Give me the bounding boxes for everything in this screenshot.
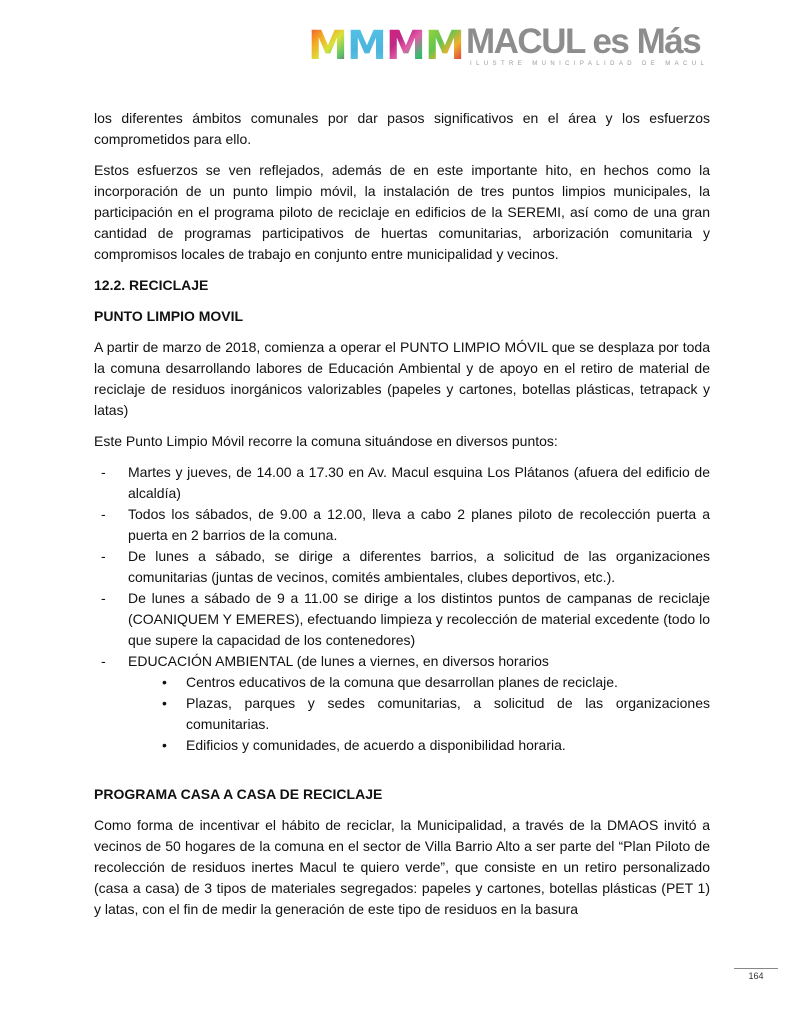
list-item [150,693,710,735]
bullet-icon: • [162,737,167,753]
sub-heading: PROGRAMA CASA A CASA DE RECICLAJE [94,786,383,802]
section-heading: 12.2. RECICLAJE [94,277,209,293]
document-body [94,108,710,930]
dash-marker: - [101,464,106,480]
municipality-logo [308,22,708,70]
list-item-text: Todos los sábados, de 9.00 a 12.00, lleva a cabo 2 planes piloto de recolección puerta a puerta en 2 barrios de la comuna. [128,506,710,543]
list-item-text: EDUCACIÓN AMBIENTAL (de lunes a viernes, en diversos horarios [128,653,549,669]
paragraph: A partir de marzo de 2018, comienza a operar el PUNTO LIMPIO MÓVIL que se desplaza por toda la comuna desarrollando labores de Educación Ambiental y de apoyo en el retiro de material de reciclaje de residuos inorgánicos valorizables (papeles y cartones, botellas plásticas, tetrapack y latas) [94,339,710,418]
list-item [150,672,710,693]
logo-wordmark: MACUL es Más [466,22,701,61]
logo-mark [308,23,464,69]
schedule-list [94,462,710,672]
list-item-text: Edificios y comunidades, de acuerdo a disponibilidad horaria. [186,737,566,753]
dash-marker: - [101,590,106,606]
sub-heading: PUNTO LIMPIO MOVIL [94,308,244,324]
bullet-icon: • [162,695,167,711]
bullet-icon: • [162,674,167,690]
logo-subtitle: ILUSTRE MUNICIPALIDAD DE MACUL [470,61,709,67]
list-item-text: Martes y jueves, de 14.00 a 17.30 en Av. Macul esquina Los Plátanos (afuera del edificio de alcaldía) [128,464,710,501]
list-item-text: De lunes a sábado, se dirige a diferentes barrios, a solicitud de las organizaciones comunitarias (juntas de vecinos, comités ambientales, clubes deportivos, etc.). [128,548,710,585]
paragraph: Este Punto Limpio Móvil recorre la comuna situándose en diversos puntos: [94,433,558,449]
logo-letter: M [425,23,464,69]
dash-marker: - [101,506,106,522]
page-number: 164 [748,971,764,981]
education-list [94,672,710,756]
list-item [94,546,710,588]
list-item [94,462,710,504]
list-item [94,651,710,672]
logo-letter: M [386,23,425,69]
list-item-text: De lunes a sábado de 9 a 11.00 se dirige a los distintos puntos de campanas de reciclaje (COANIQUEM Y EMERES), efectuando limpieza y recolección de material excedente (todo lo que supere la capacidad de los contenedores) [128,590,710,648]
list-item [94,504,710,546]
paragraph: Como forma de incentivar el hábito de reciclar, la Municipalidad, a través de la DMAOS invitó a vecinos de 50 hogares de la comuna en el sector de Villa Barrio Alto a ser parte del “Plan Piloto de recolección de residuos inertes Macul te quiero verde”, que consiste en un retiro personalizado (casa a casa) de 3 tipos de materiales segregados: papeles y cartones, botellas plásticas (PET 1) y latas, con el fin de medir la generación de este tipo de residuos en la basura [94,817,710,917]
dash-marker: - [101,653,106,669]
footer-divider [734,968,778,969]
list-item [94,588,710,651]
logo-letter: M [347,23,386,69]
spacer [94,756,710,784]
paragraph: Estos esfuerzos se ven reflejados, además de en este importante hito, en hechos como la incorporación de un punto limpio móvil, la instalación de tres puntos limpios municipales, la participación en el programa piloto de reciclaje en edificios de la SEREMI, así como de una gran cantidad de programas participativos de huertas comunitarias, arborización comunitaria y compromisos locales de trabajo en conjunto entre municipalidad y vecinos. [94,162,710,262]
list-item-text: Plazas, parques y sedes comunitarias, a solicitud de las organizaciones comunitarias. [186,695,710,732]
list-item-text: Centros educativos de la comuna que desarrollan planes de reciclaje. [186,674,618,690]
dash-marker: - [101,548,106,564]
list-item [150,735,710,756]
logo-letter: M [308,23,347,69]
paragraph: los diferentes ámbitos comunales por dar pasos significativos en el área y los esfuerzos comprometidos para ello. [94,110,710,147]
